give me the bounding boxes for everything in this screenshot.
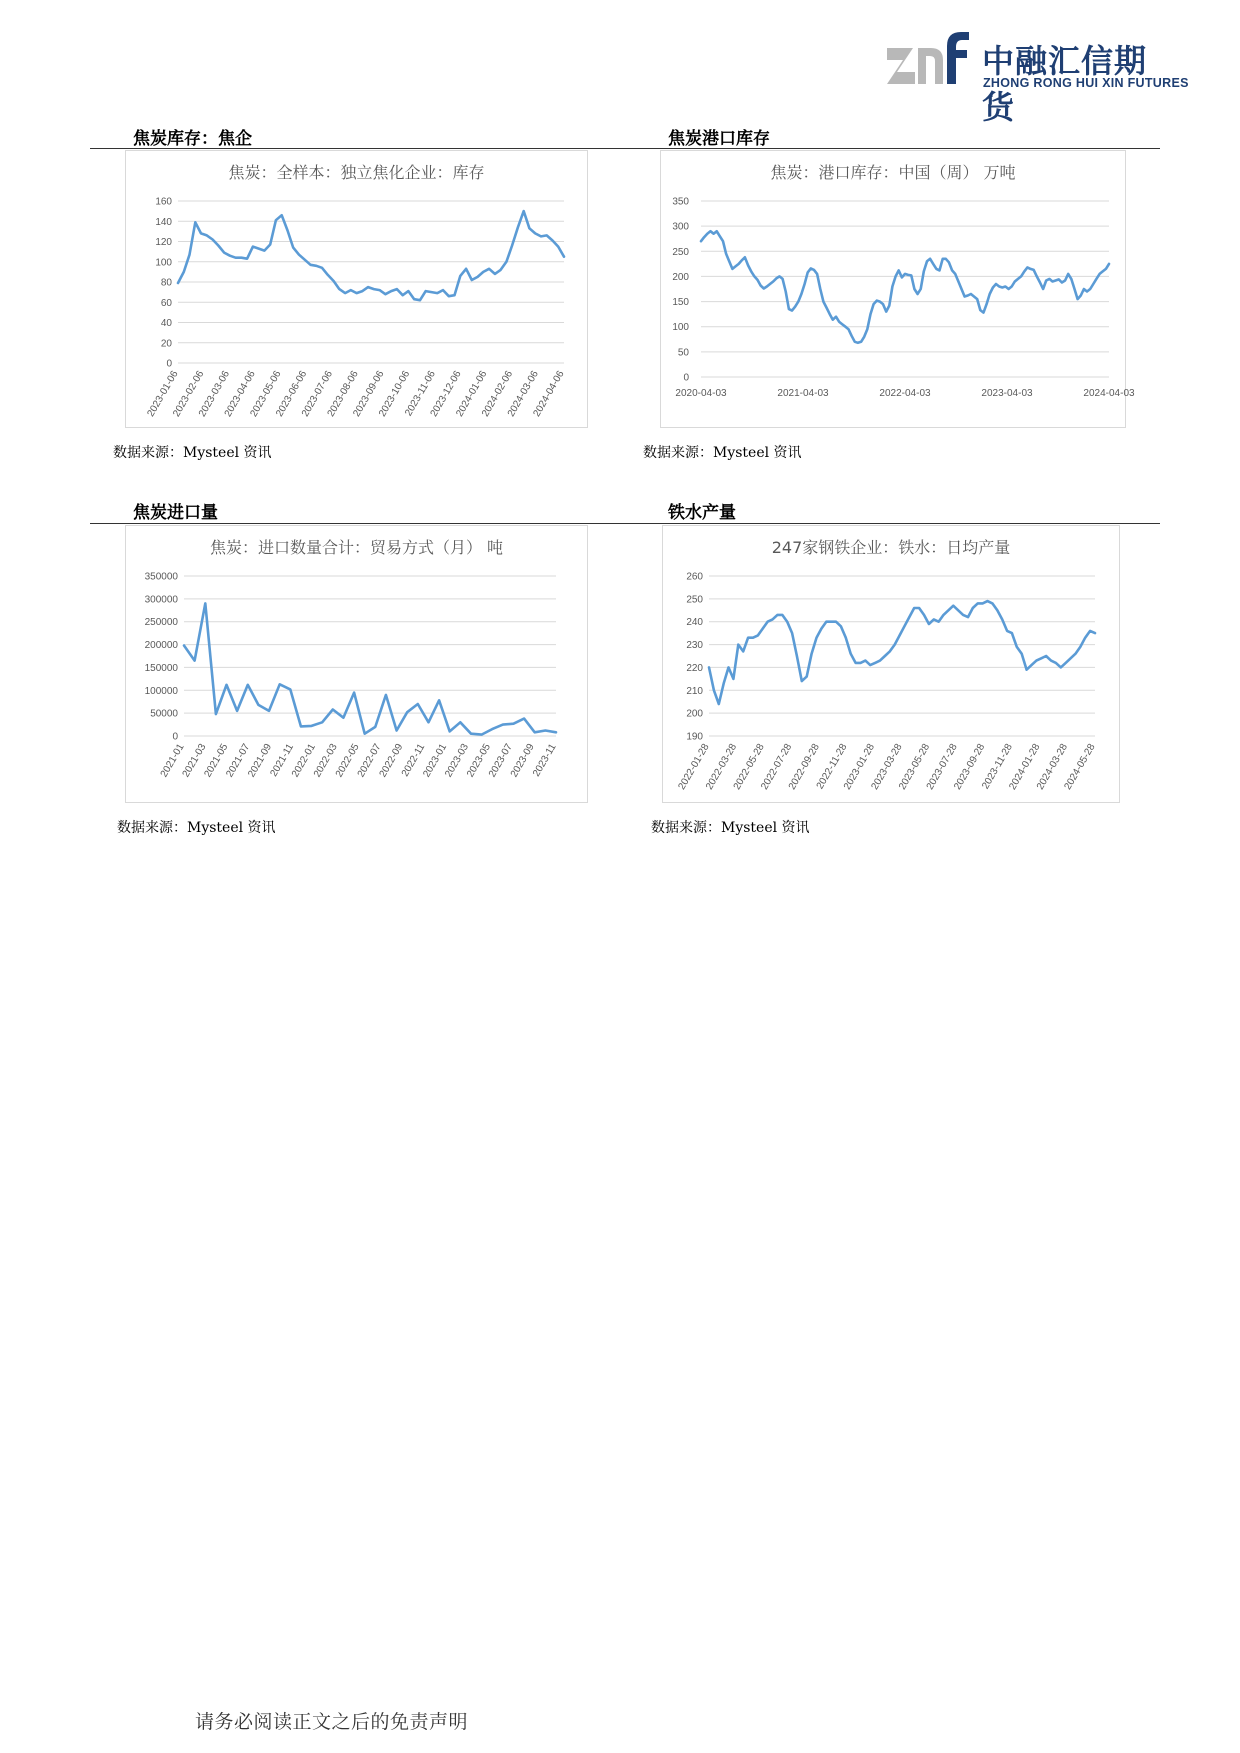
y-tick-label: 250000 [144, 617, 178, 629]
data-source: 数据来源：Mysteel 资讯 [651, 820, 810, 836]
chart-title: 焦炭：全样本：独立焦化企业：库存 [228, 163, 485, 182]
chart-port-inventory [660, 150, 1135, 428]
y-tick-label: 300 [672, 221, 689, 233]
series-line [701, 231, 1109, 343]
y-tick-label: 0 [172, 731, 178, 743]
x-tick-label: 2022-09-28 [786, 742, 822, 792]
x-tick-label: 2022-01-28 [676, 742, 712, 792]
y-tick-label: 60 [160, 297, 172, 309]
x-tick-label: 2024-03-06 [505, 369, 541, 419]
chart-title: 焦炭：进口数量合计：贸易方式（月） 吨 [209, 538, 504, 557]
x-tick-label: 2023-12-06 [428, 369, 464, 419]
x-tick-label: 2023-09-28 [952, 742, 988, 792]
x-tick-label: 2023-01-06 [145, 369, 181, 419]
x-tick-label: 2023-01 [421, 742, 450, 780]
x-tick-label: 2023-07 [486, 742, 515, 780]
x-tick-label: 2022-01 [290, 742, 318, 780]
x-tick-label: 2023-03-06 [196, 369, 233, 419]
x-tick-label: 2022-04-03 [879, 388, 931, 399]
y-tick-label: 100 [155, 257, 172, 269]
y-tick-label: 260 [686, 571, 703, 583]
chart-coke-imports-svg [126, 526, 587, 802]
y-tick-label: 200 [686, 708, 703, 720]
chart-title: 247家钢铁企业：铁水：日均产量 [771, 538, 1011, 557]
data-source: 数据来源：Mysteel 资讯 [643, 445, 802, 461]
y-tick-label: 240 [686, 617, 703, 629]
x-tick-label: 2021-04-03 [777, 388, 829, 399]
x-tick-label: 2022-11-28 [814, 742, 850, 792]
x-tick-label: 2024-05-28 [1062, 742, 1098, 792]
x-tick-label: 2023-06-06 [274, 369, 310, 419]
logo-chinese-name: 中融汇信期货 [982, 42, 1148, 126]
x-tick-label: 2023-05-28 [897, 742, 933, 792]
x-tick-label: 2023-09 [508, 742, 537, 780]
series-line [709, 601, 1095, 704]
section-divider [620, 148, 1160, 149]
y-tick-label: 250 [672, 246, 689, 258]
section-heading-port-inventory: 焦炭港口库存 [668, 129, 770, 149]
x-tick-label: 2024-01-28 [1007, 742, 1043, 792]
x-tick-label: 2023-03-28 [869, 742, 905, 792]
y-tick-label: 80 [160, 277, 172, 289]
chart-coke-inventory [125, 150, 588, 428]
x-tick-label: 2021-03 [180, 742, 209, 780]
x-tick-label: 2023-09-06 [351, 369, 387, 419]
y-tick-label: 300000 [144, 594, 178, 606]
footer-disclaimer: 请务必阅读正文之后的免责声明 [195, 1711, 469, 1733]
data-source: 数据来源：Mysteel 资讯 [113, 445, 272, 461]
company-logo [885, 28, 1189, 126]
section-heading-coke-imports: 焦炭进口量 [133, 503, 218, 523]
x-tick-label: 2021-09 [246, 742, 275, 780]
x-tick-label: 2023-08-06 [325, 369, 361, 419]
x-tick-label: 2023-11-28 [980, 742, 1015, 792]
x-tick-label: 2022-09 [377, 742, 406, 780]
x-tick-label: 2022-05-28 [731, 742, 767, 792]
x-tick-label: 2021-11 [268, 742, 297, 779]
y-tick-label: 160 [155, 196, 172, 208]
x-tick-label: 2022-03-28 [704, 742, 740, 792]
x-tick-label: 2023-02-06 [171, 369, 207, 419]
data-source: 数据来源：Mysteel 资讯 [117, 820, 276, 836]
y-tick-label: 0 [683, 372, 689, 384]
x-tick-label: 2023-04-06 [222, 369, 258, 419]
y-tick-label: 50 [677, 347, 689, 359]
x-tick-label: 2023-01-28 [841, 742, 878, 792]
x-tick-label: 2022-05 [333, 742, 362, 780]
y-tick-label: 150 [672, 297, 689, 309]
y-tick-label: 120 [155, 237, 172, 248]
y-tick-label: 200000 [144, 640, 178, 652]
chart-coke-imports [125, 525, 588, 803]
section-divider [620, 523, 1160, 524]
znf-logo-mark [885, 28, 970, 92]
x-tick-label: 2023-10-06 [377, 369, 413, 419]
chart-title: 焦炭：港口库存：中国（周） 万吨 [770, 163, 1016, 182]
y-tick-label: 200 [672, 271, 689, 283]
chart-coke-inventory-svg [126, 151, 587, 427]
x-tick-label: 2022-11 [399, 742, 428, 779]
section-heading-coke-inventory: 焦炭库存：焦企 [133, 129, 252, 149]
series-line [184, 603, 556, 734]
section-divider [90, 148, 620, 149]
x-tick-label: 2023-11 [531, 742, 559, 779]
y-tick-label: 220 [686, 662, 703, 674]
section-divider [90, 523, 620, 524]
y-tick-label: 190 [686, 731, 703, 743]
x-tick-label: 2020-04-03 [675, 388, 727, 399]
y-tick-label: 150000 [144, 662, 178, 674]
x-tick-label: 2023-07-28 [924, 742, 960, 792]
x-tick-label: 2024-04-06 [531, 369, 567, 419]
series-line [178, 211, 564, 300]
y-tick-label: 250 [686, 594, 703, 606]
x-tick-label: 2022-07-28 [759, 742, 795, 792]
y-tick-label: 350000 [144, 571, 178, 583]
x-tick-label: 2024-01-06 [454, 369, 490, 419]
x-tick-label: 2023-07-06 [299, 369, 335, 419]
y-tick-label: 50000 [150, 708, 178, 720]
x-tick-label: 2024-04-03 [1083, 388, 1135, 399]
x-tick-label: 2024-03-28 [1034, 742, 1071, 792]
x-tick-label: 2021-07 [224, 742, 253, 780]
chart-hot-metal [662, 525, 1120, 803]
x-tick-label: 2023-05-06 [248, 369, 284, 419]
x-tick-label: 2023-05 [465, 742, 493, 780]
logo-english-name: ZHONG RONG HUI XIN FUTURES [983, 76, 1189, 90]
y-tick-label: 210 [686, 685, 703, 697]
y-tick-label: 350 [672, 196, 689, 208]
x-tick-label: 2021-01 [158, 742, 187, 780]
y-tick-label: 100000 [144, 685, 178, 697]
section-heading-hot-metal: 铁水产量 [668, 503, 736, 523]
x-tick-label: 2023-03 [443, 742, 472, 780]
y-tick-label: 230 [686, 640, 703, 652]
y-tick-label: 20 [160, 338, 172, 350]
y-tick-label: 100 [672, 322, 689, 334]
chart-port-inventory-svg [661, 151, 1135, 427]
chart-hot-metal-svg [663, 526, 1119, 802]
x-tick-label: 2021-05 [202, 742, 231, 780]
y-tick-label: 40 [160, 318, 172, 329]
y-tick-label: 0 [166, 358, 172, 370]
x-tick-label: 2022-03 [311, 742, 340, 780]
x-tick-label: 2023-04-03 [981, 388, 1033, 399]
x-tick-label: 2023-11-06 [403, 369, 438, 419]
x-tick-label: 2022-07 [355, 742, 384, 780]
y-tick-label: 140 [155, 216, 172, 228]
x-tick-label: 2024-02-06 [480, 369, 516, 419]
